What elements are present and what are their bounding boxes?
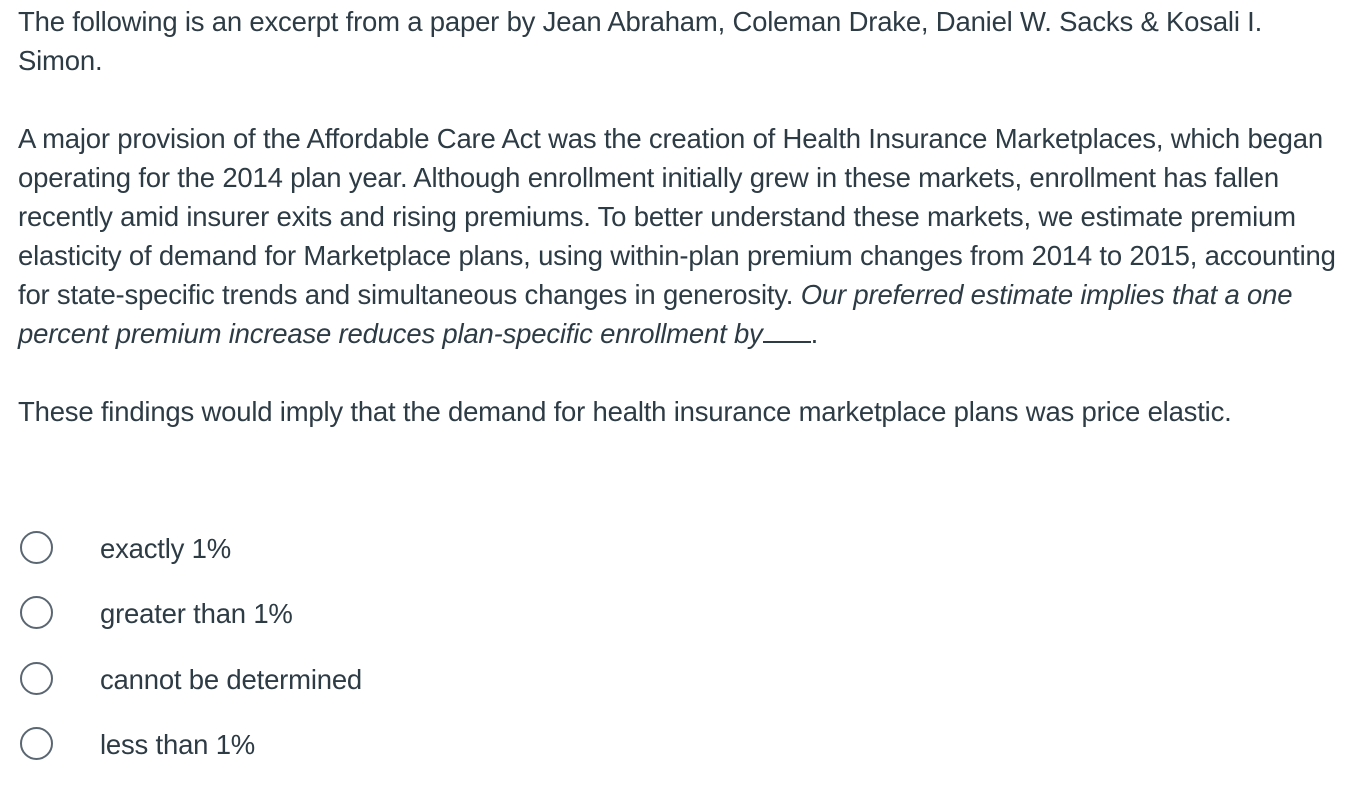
question-text	[18, 0, 1348, 431]
question-intro: The following is an excerpt from a paper by Jean Abraham, Coleman Drake, Daniel W. Sacks & Kosali I. Simon.	[18, 6, 1263, 76]
answer-label[interactable]: cannot be determined	[100, 663, 363, 695]
radio-button[interactable]	[20, 662, 53, 695]
answer-label[interactable]: greater than 1%	[100, 598, 293, 630]
fill-in-blank	[763, 321, 811, 343]
excerpt-end-text: .	[810, 318, 819, 349]
question-conclusion: These findings would imply that the demand for health insurance marketplace plans was price elastic.	[18, 396, 1232, 427]
excerpt-italic-text: Our preferred estimate implies that a one percent premium increase reduces plan-specific enrollment by	[18, 279, 1293, 349]
radio-button[interactable]	[20, 727, 53, 760]
radio-button[interactable]	[20, 531, 53, 564]
answer-label[interactable]: less than 1%	[100, 728, 256, 760]
answer-label[interactable]: exactly 1%	[100, 533, 231, 564]
question-excerpt	[18, 119, 1348, 353]
excerpt-plain-text: A major provision of the Affordable Care Act was the creation of Health Insurance Marketplaces, which began operating for the 2014 plan year. Although enrollment initially grew in these markets, enrollment has fallen recently amid insurer exits and rising premiums. To better understand these markets, we estimate premium elasticity of demand for Marketplace plans, using within-plan premium changes from 2014 to 2015, accounting for state-specific trends and simultaneous changes in generosity.	[18, 123, 1336, 310]
radio-button[interactable]	[20, 596, 53, 629]
